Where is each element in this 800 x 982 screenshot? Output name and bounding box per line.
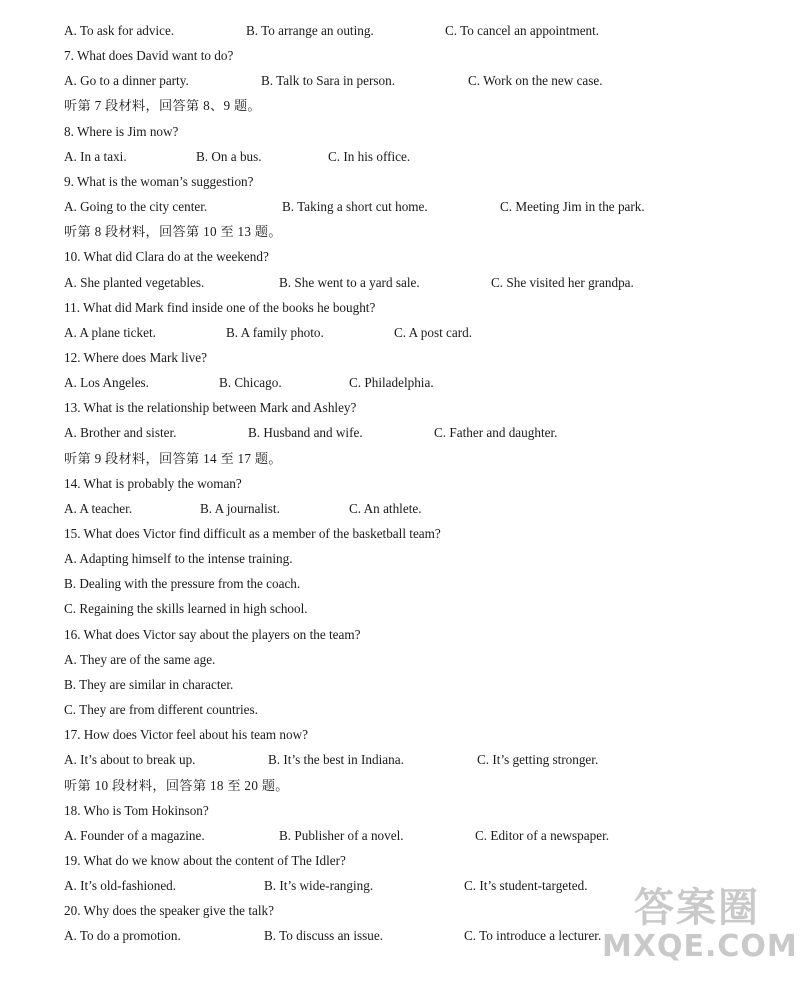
answer-option: A. A teacher. (64, 500, 133, 516)
question-text: 9. What is the woman’s suggestion? (64, 173, 254, 189)
section-instruction: 听第 7 段材料，回答第 8、9 题。 (64, 98, 261, 114)
answer-option: C. Regaining the skills learned in high school. (64, 601, 308, 617)
watermark-logo (602, 885, 798, 976)
question-text: 20. Why does the speaker give the talk? (64, 903, 274, 919)
answer-option: A. Going to the city center. (64, 199, 208, 214)
question-text: 13. What is the relationship between Mark and Ashley? (64, 400, 357, 416)
answer-option: A. It’s old-fashioned. (64, 878, 177, 894)
answer-option: B. Husband and wife. (248, 425, 363, 441)
answer-option: B. To discuss an issue. (264, 928, 383, 944)
question-text: 8. Where is Jim now? (64, 123, 179, 139)
answer-option: B. A journalist. (200, 500, 280, 516)
answer-option: A. A plane ticket. (64, 324, 156, 340)
section-instruction: 听第 8 段材料，回答第 10 至 13 题。 (64, 224, 282, 240)
question-text: 12. Where does Mark live? (64, 349, 207, 365)
answer-option: A. Adapting himself to the intense training. (64, 551, 293, 567)
question-text: 16. What does Victor say about the players on the team? (64, 626, 361, 642)
answer-option: A. In a taxi. (64, 148, 127, 164)
answer-option: B. Publisher of a novel. (279, 827, 404, 843)
answer-option: A. To ask for advice. (64, 23, 175, 38)
answer-option: B. A family photo. (226, 324, 324, 340)
answer-option: C. Father and daughter. (434, 425, 558, 441)
answer-option: B. Taking a short cut home. (282, 199, 428, 214)
answer-option: C. It’s student-targeted. (464, 878, 588, 894)
answer-option: A. She planted vegetables. (64, 274, 205, 290)
answer-option: C. In his office. (328, 148, 411, 164)
answer-option: B. To arrange an outing. (246, 23, 374, 38)
answer-option: C. An athlete. (349, 500, 422, 516)
answer-option: A. Brother and sister. (64, 425, 177, 441)
answer-option: B. They are similar in character. (64, 676, 234, 692)
answer-option: B. Talk to Sara in person. (261, 73, 395, 89)
answer-option: B. On a bus. (196, 148, 262, 164)
watermark-en: MXQE.COM (602, 929, 798, 964)
answer-option: B. It’s wide-ranging. (264, 878, 374, 894)
answer-option: B. Chicago. (219, 375, 282, 391)
question-text: 11. What did Mark find inside one of the books he bought? (64, 299, 376, 315)
section-instruction: 听第 10 段材料，回答第 18 至 20 题。 (64, 777, 289, 793)
answer-option: A. Los Angeles. (64, 375, 149, 391)
answer-option: C. To introduce a lecturer. (464, 928, 602, 944)
answer-option: A. It’s about to break up. (64, 752, 196, 768)
answer-option: A. Go to a dinner party. (64, 73, 189, 89)
answer-option: B. It’s the best in Indiana. (268, 752, 404, 768)
answer-option: A. Founder of a magazine. (64, 827, 205, 843)
answer-option: C. She visited her grandpa. (491, 274, 634, 290)
answer-option: C. Work on the new case. (468, 73, 603, 89)
question-text: 7. What does David want to do? (64, 48, 234, 64)
answer-option: C. It’s getting stronger. (477, 752, 599, 768)
section-instruction: 听第 9 段材料，回答第 14 至 17 题。 (64, 450, 282, 466)
watermark-cn: 答案圈 (634, 885, 760, 931)
answer-option: C. To cancel an appointment. (445, 23, 600, 38)
answer-option: A. They are of the same age. (64, 651, 216, 667)
answer-option: C. Editor of a newspaper. (475, 827, 610, 843)
answer-option: A. To do a promotion. (64, 928, 181, 944)
question-text: 14. What is probably the woman? (64, 475, 242, 491)
answer-option: B. She went to a yard sale. (279, 274, 420, 290)
answer-option: C. Meeting Jim in the park. (500, 199, 645, 214)
question-text: 10. What did Clara do at the weekend? (64, 249, 269, 265)
answer-option: C. They are from different countries. (64, 702, 258, 717)
question-text: 19. What do we know about the content of The Idler? (64, 852, 346, 868)
answer-option: C. A post card. (394, 324, 473, 340)
question-text: 18. Who is Tom Hokinson? (64, 802, 209, 818)
answer-option: C. Philadelphia. (349, 375, 434, 391)
answer-option: B. Dealing with the pressure from the coach. (64, 576, 301, 592)
question-text: 17. How does Victor feel about his team now? (64, 727, 308, 743)
question-text: 15. What does Victor find difficult as a member of the basketball team? (64, 526, 441, 541)
